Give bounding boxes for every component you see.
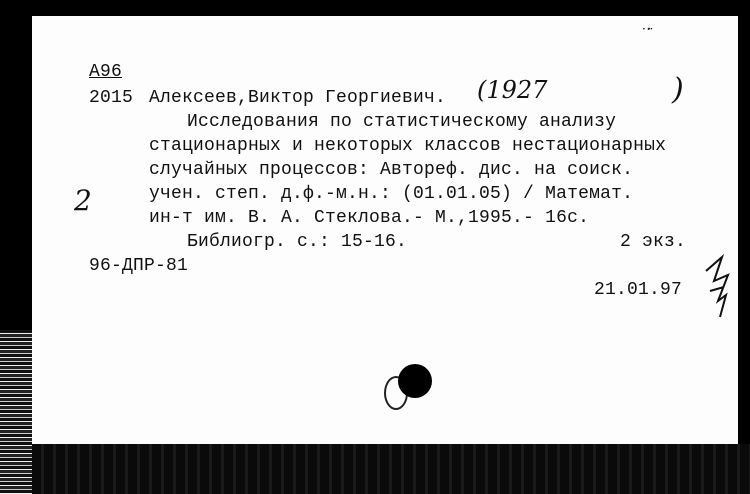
punch-hole bbox=[398, 364, 432, 398]
handwritten-number: 2 bbox=[74, 184, 92, 217]
signature-scribble bbox=[700, 251, 732, 321]
card-date: 21.01.97 bbox=[594, 280, 683, 300]
title-line-3: случайных процессов: Автореф. дис. на соиск. bbox=[149, 160, 634, 180]
catalog-card bbox=[32, 16, 738, 444]
handwritten-top-mark: ·ꞏ· bbox=[642, 22, 654, 36]
handwritten-paren: ) bbox=[672, 72, 684, 107]
shelf-mark: А96 bbox=[89, 62, 123, 82]
scan-bottom-band bbox=[32, 444, 750, 494]
title-line-5: ин-т им. В. А. Стеклова.- М.,1995.- 16с. bbox=[149, 208, 590, 228]
handwritten-year: (1927 bbox=[477, 76, 548, 104]
bibliography-note: Библиогр. с.: 15-16. bbox=[187, 232, 408, 252]
author-heading: Алексеев,Виктор Георгиевич. bbox=[149, 88, 447, 108]
copies-count: 2 экз. bbox=[620, 232, 687, 252]
title-line-1: Исследования по статистическому анализу bbox=[187, 112, 617, 132]
film-edge-strip bbox=[0, 330, 32, 494]
title-line-4: учен. степ. д.ф.-м.н.: (01.01.05) / Математ. bbox=[149, 184, 634, 204]
catalog-code: 96-ДПР-81 bbox=[89, 256, 189, 276]
title-line-2: стационарных и некоторых классов нестационарных bbox=[149, 136, 667, 156]
inventory-number: 2015 bbox=[89, 88, 134, 108]
